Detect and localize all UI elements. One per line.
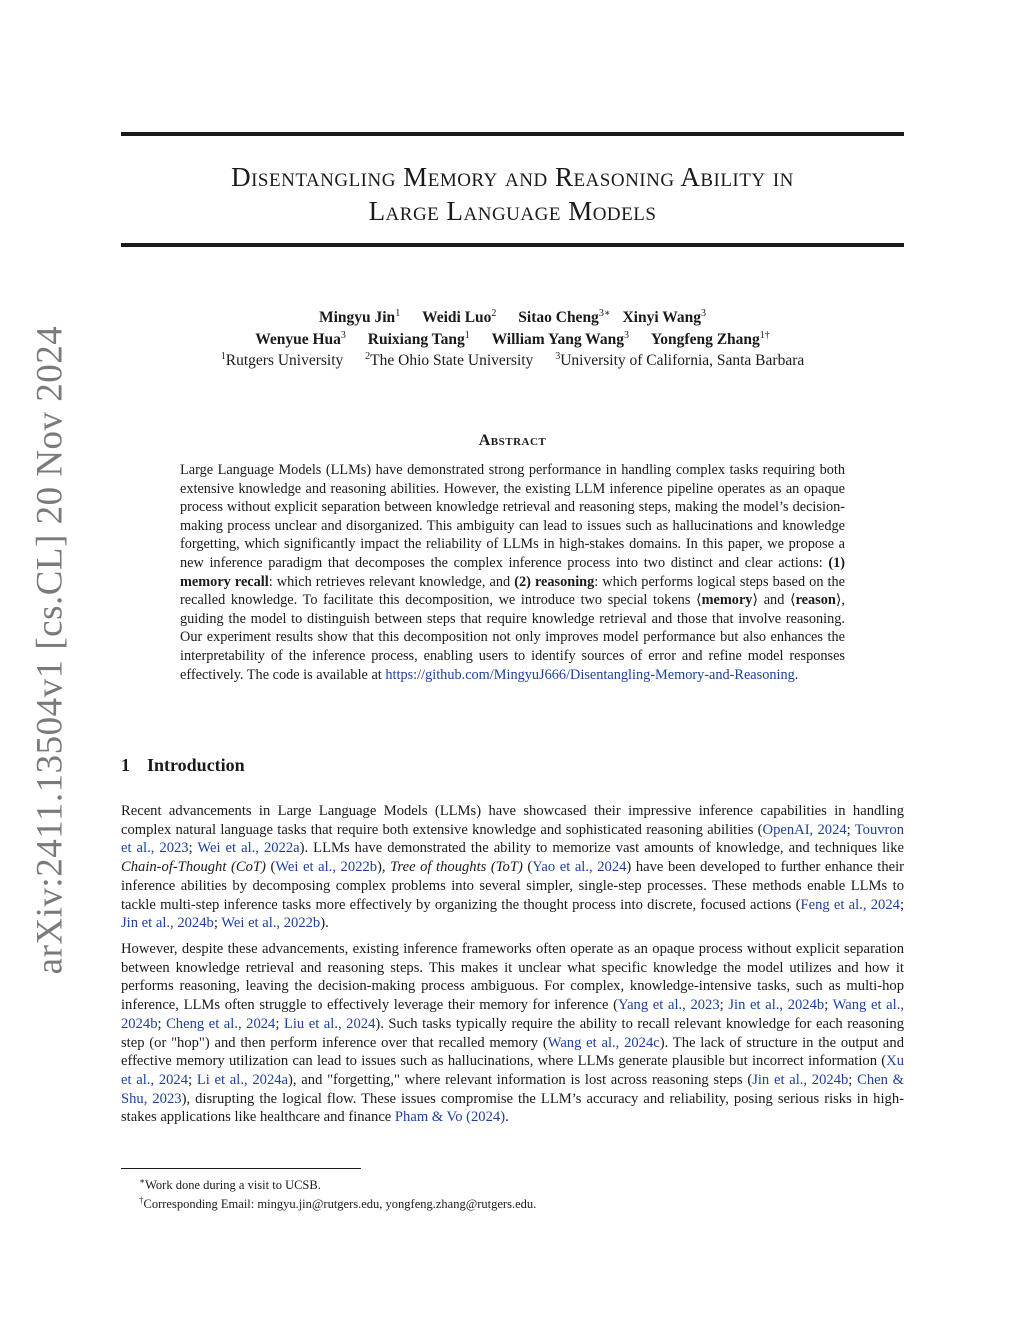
memory-token: memory — [701, 592, 753, 609]
body-text: ; — [719, 997, 729, 1014]
abstract-text: : which performs logical steps based on the recalled knowledge. To facilitate this decomposition, we introduce two special tokens ⟨ — [180, 573, 846, 609]
reason-token: reason — [795, 592, 836, 609]
citation-link[interactable]: Yang et al., 2023 — [618, 997, 720, 1014]
footnote-1 — [139, 1173, 321, 1193]
section-title: Introduction — [147, 755, 245, 775]
citation-link[interactable]: Jin et al., 2024b — [728, 997, 825, 1014]
code-link[interactable]: https://github.com/MingyuJ666/Disentangling-Memory-and-Reasoning — [385, 666, 795, 683]
author-sup: 1† — [759, 330, 770, 341]
intro-paragraph-1 — [121, 802, 904, 933]
body-text: Recent advancements in Large Language Models (LLMs) have showcased their impressive inference capabilities in handling complex natural language tasks that require both extensive knowledge and sophisticated reasoning abilities ( — [121, 803, 904, 838]
paper-title-line1: Disentangling Memory and Reasoning Ability in — [231, 162, 794, 192]
author-name: Sitao Cheng — [518, 309, 599, 327]
title-top-rule — [121, 132, 904, 136]
author-sup: 3 — [623, 330, 629, 341]
abstract-bold: (2) reasoning — [514, 573, 595, 590]
author-name: Ruixiang Tang — [367, 331, 465, 349]
citation-link[interactable]: Wei et al., 2022a — [197, 840, 300, 857]
section-number: 1 — [121, 755, 130, 775]
body-text: ; — [188, 840, 198, 857]
abstract-text: : which retrieves relevant knowledge, and — [268, 573, 515, 590]
abstract-heading: Abstract — [478, 432, 547, 449]
intro-paragraph-2 — [121, 940, 904, 1127]
affiliation-sup: 2 — [365, 351, 371, 362]
paper-title-line2: Large Language Models — [368, 196, 657, 226]
affiliation: University of California, Santa Barbara — [560, 352, 805, 370]
abstract-text: . — [794, 666, 799, 683]
title-bottom-rule — [121, 243, 904, 247]
body-text: ) have been developed to further enhance their inference abilities by decomposing complex problems into several simpler, single-step processes. These methods enable LLMs to tackle multi-step inference tasks more effectively by organizing the thought process into discrete, focused actions ( — [121, 859, 905, 913]
author-sup: 1 — [464, 330, 470, 341]
affiliations — [121, 346, 904, 372]
citation-link[interactable]: Wang et al., 2024b — [121, 997, 904, 1032]
citation-link[interactable]: Wang et al., 2024c — [547, 1034, 660, 1051]
citation-link[interactable]: Yao et al., 2024 — [532, 859, 627, 876]
footnote-2 — [139, 1192, 536, 1212]
affiliation-sup: 1 — [220, 351, 226, 362]
citation-link[interactable]: Chen & Shu, 2023 — [121, 1071, 904, 1107]
author-name: Weidi Luo — [422, 309, 492, 327]
body-text: ). — [320, 915, 329, 932]
abstract-body — [180, 461, 845, 684]
author-name: Wenyue Hua — [255, 331, 341, 349]
footnote-mark: † — [139, 1195, 144, 1205]
citation-link[interactable]: Jin et al., 2024b — [752, 1071, 849, 1088]
affiliation: Rutgers University — [225, 352, 344, 370]
italic-term: Tree of thoughts (ToT) — [390, 859, 523, 876]
body-text: ; — [213, 915, 222, 932]
italic-term: Chain-of-Thought (CoT) — [121, 859, 266, 876]
author-name: Mingyu Jin — [318, 309, 396, 327]
body-text: ; — [157, 1015, 167, 1032]
affiliation-sup: 3 — [555, 351, 561, 362]
footnote-text: Corresponding Email: mingyu.jin@rutgers.edu, yongfeng.zhang@rutgers.edu. — [143, 1197, 537, 1212]
body-text: ), — [377, 859, 391, 876]
citation-link[interactable]: Pham & Vo (2024) — [394, 1109, 506, 1126]
author-name: Xinyi Wang — [622, 309, 702, 327]
body-text: ; — [899, 896, 904, 913]
body-text: ; — [846, 821, 855, 838]
abstract-bold: (1) memory recall — [180, 554, 845, 590]
citation-link[interactable]: Jin et al., 2024b — [121, 915, 214, 932]
citation-link[interactable]: Wei et al., 2022b — [221, 915, 321, 932]
affiliation: The Ohio State University — [370, 352, 534, 370]
citation-link[interactable]: OpenAI, 2024 — [762, 821, 847, 838]
body-text: ). Such tasks typically require the ability to recall relevant knowledge for each reasoning step (or "hop") and then perform inference over that recalled memory ( — [121, 1015, 904, 1051]
citation-link[interactable]: Cheng et al., 2024 — [166, 1015, 276, 1032]
body-text: ; — [275, 1015, 284, 1032]
abstract-text: Large Language Models (LLMs) have demonstrated strong performance in handling complex tasks requiring both extensive knowledge and reasoning abilities. However, the existing LLM inference pipeline operates as an opaque process without explicit separation between knowledge retrieval and reasoning steps, making the model’s decision-making process unclear and disorganized. This ambiguity can lead to issues such as hallucinations and knowledge forgetting, which significantly impact the reliability of LLMs in high-stakes domains. In this paper, we propose a new inference paradigm that decomposes the complex inference process into two distinct and clear actions: — [180, 462, 845, 571]
footnote-text: Work done during a visit to UCSB. — [145, 1178, 321, 1193]
citation-link[interactable]: Li et al., 2024a — [196, 1071, 289, 1088]
author-sup: 1 — [395, 308, 401, 319]
author-name: William Yang Wang — [491, 331, 624, 349]
body-text: ; — [848, 1071, 858, 1088]
author-sup: 3∗ — [598, 308, 611, 319]
body-text: ), and "forgetting," where relevant information is lost across reasoning steps ( — [288, 1071, 753, 1088]
body-text: However, despite these advancements, existing inference frameworks often operate as an opaque process without explicit separation between knowledge retrieval and reasoning steps. This makes it unclear what specific knowledge the model utilizes and how it performs reasoning, leaving the decision-making process ambiguous. For complex, knowledge-intensive tasks, such as multi-hop inference, LLMs often struggle to effectively leverage their memory for inference ( — [121, 941, 904, 1014]
citation-link[interactable]: Touvron et al., 2023 — [121, 821, 904, 857]
footnote-mark: ∗ — [139, 1176, 146, 1186]
author-sup: 2 — [491, 308, 497, 319]
abstract-text: ⟩, guiding the model to distinguish between steps that require knowledge retrieval and those that involve reasoning. Our experiment results show that this decomposition not only improves model performance but also enhances the interpretability of the inference process, enabling users to identify sources of error and refine model responses effectively. The code is available at — [180, 592, 845, 683]
citation-link[interactable]: Xu et al., 2024 — [121, 1053, 904, 1088]
author-sup: 3 — [340, 330, 346, 341]
author-sup: 3 — [701, 308, 707, 319]
citation-link[interactable]: Feng et al., 2024 — [800, 896, 900, 913]
citation-link[interactable]: Liu et al., 2024 — [283, 1015, 376, 1032]
body-text: ). LLMs have demonstrated the ability to memorize vast amounts of knowledge, and techniques like — [299, 840, 904, 857]
arxiv-id-text: arXiv:2411.13504v1 [cs.CL] 20 Nov 2024 — [29, 325, 71, 975]
section-heading-introduction — [121, 755, 245, 776]
body-text: . — [505, 1109, 509, 1126]
body-text: ), disrupting the logical flow. These issues compromise the LLM’s accuracy and reliability, posing serious risks in high-stakes applications like healthcare and finance — [121, 1090, 904, 1126]
body-text: ( — [522, 859, 533, 876]
body-text: ( — [265, 859, 276, 876]
body-text: ). The lack of structure in the output and effective memory utilization can lead to issues such as hallucinations, where LLMs generate plausible but incorrect information ( — [121, 1034, 904, 1070]
author-name: Yongfeng Zhang — [650, 331, 760, 349]
body-text: ; — [188, 1071, 197, 1088]
body-text: ; — [824, 997, 833, 1014]
citation-link[interactable]: Wei et al., 2022b — [275, 859, 378, 876]
abstract-text: ⟩ and ⟨ — [752, 592, 796, 609]
footnote-rule — [121, 1168, 361, 1169]
